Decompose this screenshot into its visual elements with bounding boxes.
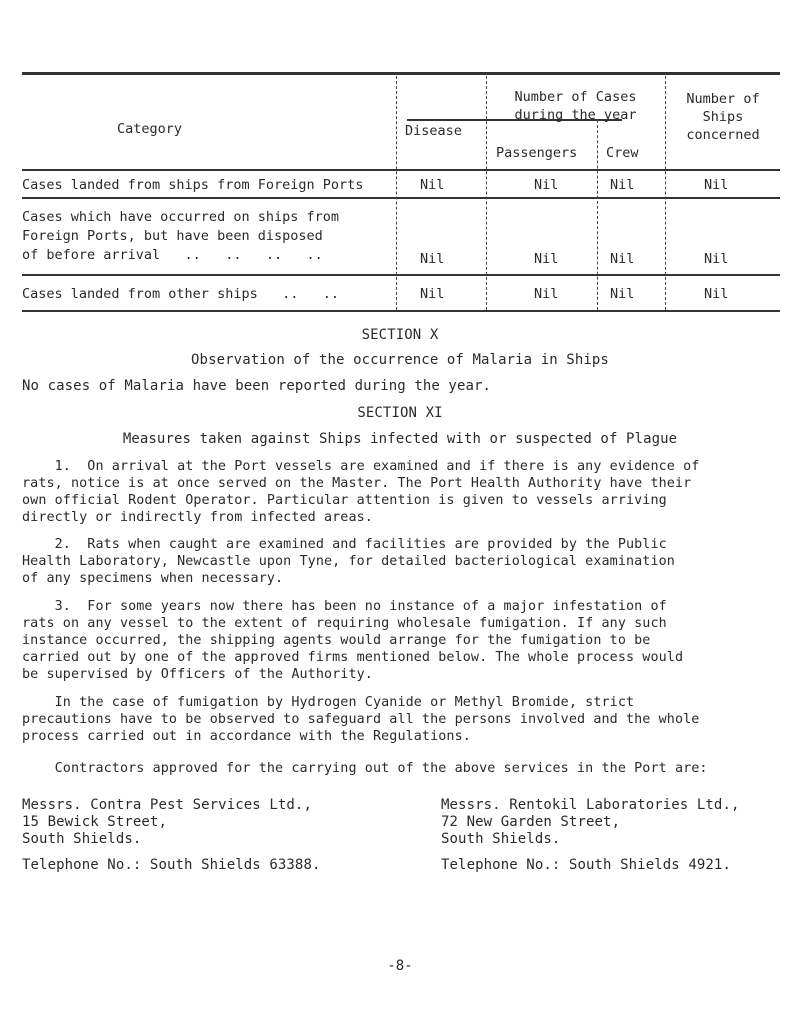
- row3-category: Cases landed from other ships .. ..: [22, 286, 339, 302]
- contractor-right-line2: 72 New Garden Street,: [441, 814, 621, 830]
- header-crew: Crew: [606, 145, 639, 161]
- para2-line3: of any specimens when necessary.: [22, 571, 284, 586]
- row2-crew: Nil: [610, 251, 635, 267]
- section-x-text: No cases of Malaria have been reported during the year.: [22, 378, 492, 394]
- page-number: -8-: [387, 958, 413, 974]
- row1-category: Cases landed from ships from Foreign Ports: [22, 177, 364, 193]
- row1-ships: Nil: [704, 177, 729, 193]
- para1-line4: directly or indirectly from infected areas.: [22, 510, 373, 525]
- header-disease: Disease: [405, 123, 462, 139]
- section-xi-heading: SECTION XI: [357, 405, 443, 421]
- contractor-left-line2: 15 Bewick Street,: [22, 814, 167, 830]
- contractors-intro: Contractors approved for the carrying out of the above services in the Port are:: [22, 761, 708, 776]
- header-ships-line2: Ships: [702, 109, 744, 125]
- cases-table: [22, 72, 780, 312]
- row2-disease: Nil: [420, 251, 445, 267]
- header-passengers: Passengers: [496, 145, 578, 161]
- row1-passengers: Nil: [534, 177, 559, 193]
- para2-line2: Health Laboratory, Newcastle upon Tyne, for detailed bacteriological examination: [22, 554, 675, 569]
- row1-bottom-rule: [22, 197, 780, 199]
- col-divider-3: [597, 120, 598, 310]
- row2-bottom-rule: [22, 274, 780, 276]
- row1-crew: Nil: [610, 177, 635, 193]
- para1-line1: 1. On arrival at the Port vessels are examined and if there is any evidence of: [22, 459, 700, 474]
- row1-disease: Nil: [420, 177, 445, 193]
- row2-category-line1: Cases which have occurred on ships from: [22, 209, 339, 225]
- section-x-heading: SECTION X: [361, 327, 439, 343]
- header-bottom-rule: [22, 169, 780, 171]
- header-cases-line2: during the year: [514, 107, 637, 123]
- row3-crew: Nil: [610, 286, 635, 302]
- header-cases-line1: Number of Cases: [514, 89, 637, 105]
- section-x-title: Observation of the occurrence of Malaria in Ships: [191, 352, 609, 368]
- row2-ships: Nil: [704, 251, 729, 267]
- table-top-rule: [22, 72, 780, 75]
- header-category: Category: [117, 121, 183, 137]
- row2-category-line2: Foreign Ports, but have been disposed: [22, 228, 323, 244]
- para3-line1: 3. For some years now there has been no instance of a major infestation of: [22, 599, 667, 614]
- section-xi-title: Measures taken against Ships infected with or suspected of Plague: [122, 431, 678, 447]
- contractor-right-phone: Telephone No.: South Shields 4921.: [441, 857, 731, 873]
- para4-line1: In the case of fumigation by Hydrogen Cyanide or Methyl Bromide, strict: [22, 695, 635, 710]
- para3-line3: instance occurred, the shipping agents would arrange for the fumigation to be: [22, 633, 651, 648]
- col-divider-1: [396, 76, 397, 310]
- row3-passengers: Nil: [534, 286, 559, 302]
- contractor-right-line1: Messrs. Rentokil Laboratories Ltd.,: [441, 797, 740, 813]
- para3-line2: rats on any vessel to the extent of requiring wholesale fumigation. If any such: [22, 616, 667, 631]
- row3-disease: Nil: [420, 286, 445, 302]
- para2-line1: 2. Rats when caught are examined and facilities are provided by the Public: [22, 537, 667, 552]
- para1-line2: rats, notice is at once served on the Master. The Port Health Authority have their: [22, 476, 692, 491]
- para4-line3: process carried out in accordance with the Regulations.: [22, 729, 471, 744]
- contractor-left-line1: Messrs. Contra Pest Services Ltd.,: [22, 797, 312, 813]
- para1-line3: own official Rodent Operator. Particular attention is given to vessels arriving: [22, 493, 667, 508]
- contractor-left-phone: Telephone No.: South Shields 63388.: [22, 857, 321, 873]
- row2-passengers: Nil: [534, 251, 559, 267]
- para4-line2: precautions have to be observed to safeguard all the persons involved and the whole: [22, 712, 700, 727]
- para3-line4: carried out by one of the approved firms mentioned below. The whole process would: [22, 650, 684, 665]
- contractor-left-line3: South Shields.: [22, 831, 142, 847]
- table-bottom-rule: [22, 310, 780, 312]
- row3-ships: Nil: [704, 286, 729, 302]
- header-ships-line1: Number of: [686, 91, 760, 107]
- para3-line5: be supervised by Officers of the Authority.: [22, 667, 373, 682]
- contractor-right-line3: South Shields.: [441, 831, 561, 847]
- header-ships-line3: concerned: [686, 127, 760, 143]
- row2-category-line3: of before arrival .. .. .. ..: [22, 247, 323, 263]
